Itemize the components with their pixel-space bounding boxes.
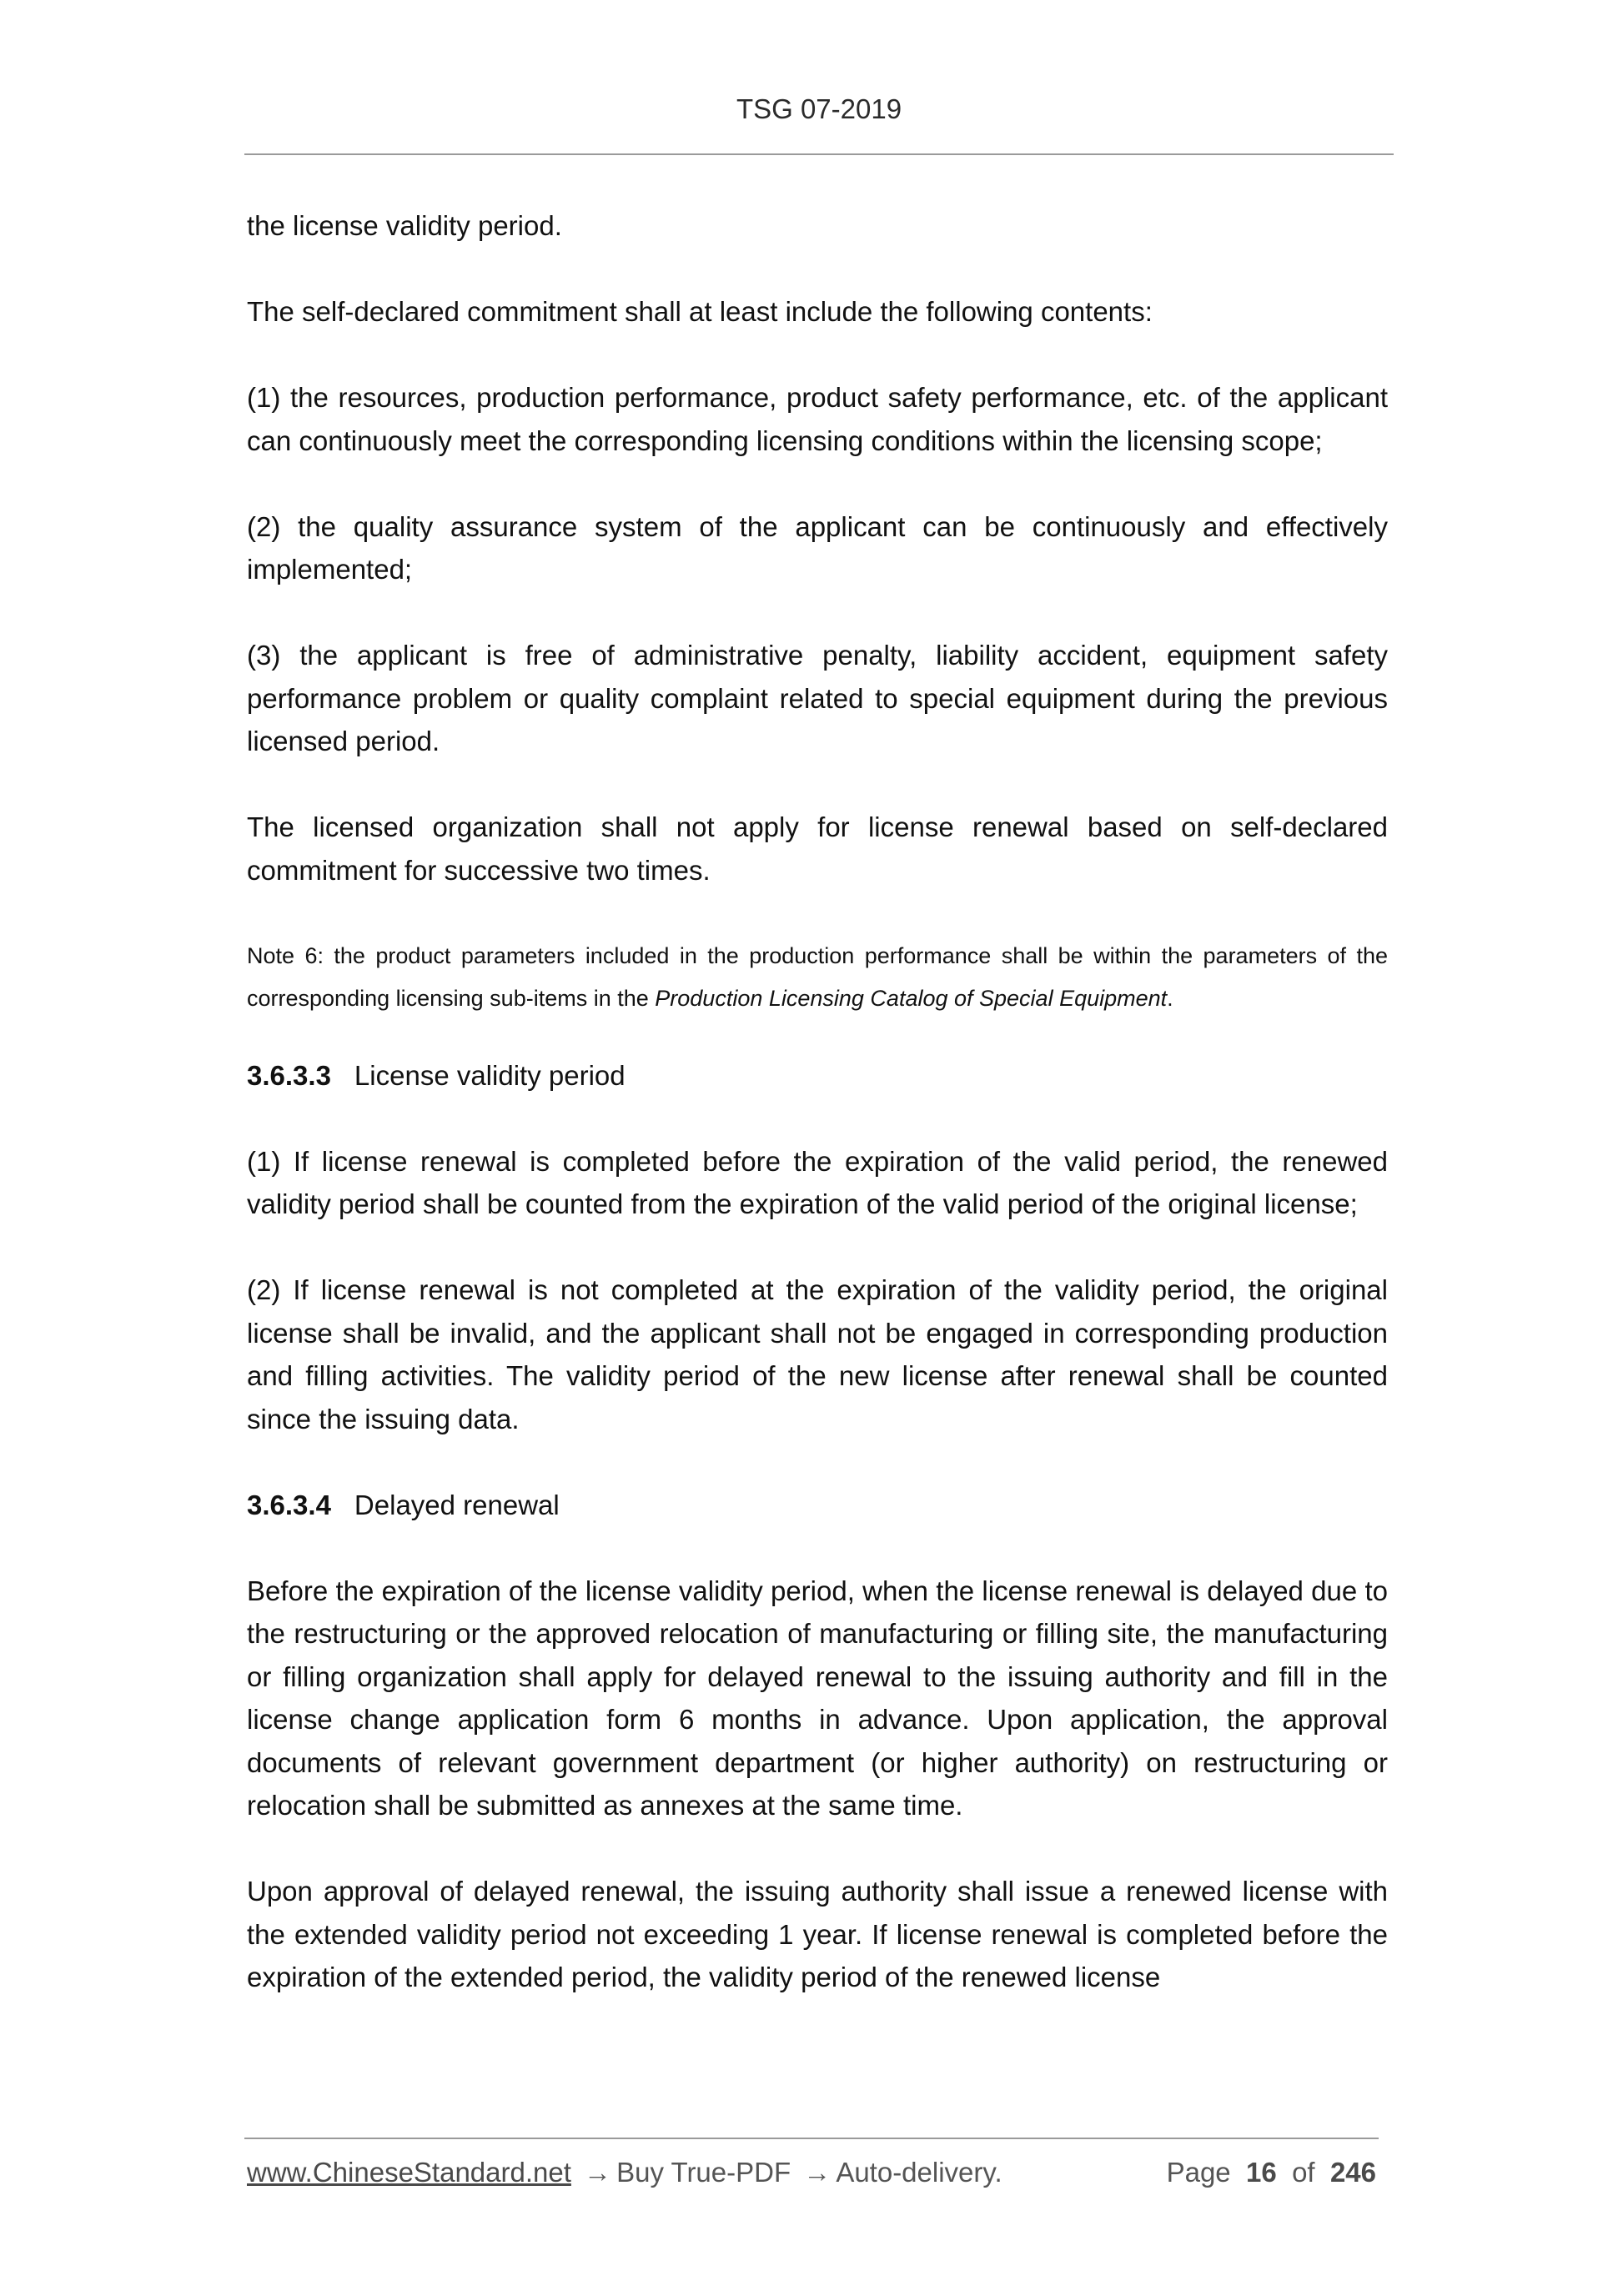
page-counter — [1167, 2157, 1376, 2188]
note-period: . — [1167, 986, 1173, 1011]
buy-true-pdf-text: Buy True-PDF — [616, 2157, 791, 2188]
paragraph: The licensed organization shall not apply for license renewal based on self-declared commitment for successive two times. — [247, 811, 1388, 886]
note-text: Note 6: the product parameters included in the production performance shall be within the parameters of the corresponding licensing sub-items in the — [247, 942, 1388, 1011]
arrow-right-icon: → — [803, 2157, 832, 2188]
footer-divider — [244, 2138, 1379, 2139]
auto-delivery-text: Auto-delivery. — [836, 2157, 1002, 2188]
website-link[interactable]: www.ChineseStandard.net — [247, 2157, 571, 2188]
note-catalog-title: Production Licensing Catalog of Special Equipment — [655, 986, 1168, 1011]
of-label: of — [1292, 2157, 1315, 2188]
note-6 — [247, 935, 1388, 1021]
page-total: 246 — [1329, 2157, 1376, 2188]
page-label: Page — [1166, 2157, 1231, 2188]
page-footer — [247, 2157, 1381, 2188]
section-heading-3-6-3-4 — [247, 1484, 1388, 1527]
header-divider — [244, 153, 1394, 155]
list-item-paragraph: (2) the quality assurance system of the applicant can be continuously and effectively implemented; — [247, 510, 1388, 585]
paragraph: Before the expiration of the license validity period, when the license renewal is delayed due to the restructuring or the approved relocation of manufacturing or filling site, the manufacturing or filling organization shall apply for delayed renewal to the issuing authority and fill in the license change application form 6 months in advance. Upon application, the approval documents of relevant government department (or higher authority) on restructuring or relocation shall be submitted as annexes at the same time. — [247, 1575, 1388, 1821]
list-item-paragraph: (1) the resources, production performance, product safety performance, etc. of the applicant can continuously meet the corresponding licensing conditions within the licensing scope; — [247, 382, 1388, 456]
section-heading-3-6-3-3 — [247, 1054, 1388, 1098]
arrow-right-icon: → — [584, 2157, 612, 2188]
document-code-header: TSG 07-2019 — [736, 93, 902, 124]
paragraph: Upon approval of delayed renewal, the issuing authority shall issue a renewed license with the extended validity period not exceeding 1 year. If license renewal is completed before the expiration of the extended period, the validity period of the renewed license — [247, 1876, 1388, 1992]
section-title: Delayed renewal — [354, 1489, 560, 1520]
section-number: 3.6.3.3 — [247, 1059, 331, 1091]
paragraph: the license validity period. — [247, 210, 562, 241]
page-current: 16 — [1246, 2157, 1277, 2188]
list-item-paragraph: (1) If license renewal is completed before the expiration of the valid period, the renewed validity period shall be counted from the expiration of the valid period of the original license; — [247, 1145, 1388, 1219]
section-number: 3.6.3.4 — [247, 1489, 331, 1520]
list-item-paragraph: (2) If license renewal is not completed at the expiration of the validity period, the original license shall be invalid, and the applicant shall not be engaged in corresponding production and filling activities. The validity period of the new license after renewal shall be counted since the issuing data. — [247, 1274, 1388, 1434]
list-item-paragraph: (3) the applicant is free of administrative penalty, liability accident, equipment safety performance problem or quality complaint related to special equipment during the previous licensed period. — [247, 640, 1388, 756]
paragraph: The self-declared commitment shall at least include the following contents: — [247, 296, 1153, 327]
page-body — [247, 204, 1388, 2042]
section-title: License validity period — [354, 1059, 626, 1091]
